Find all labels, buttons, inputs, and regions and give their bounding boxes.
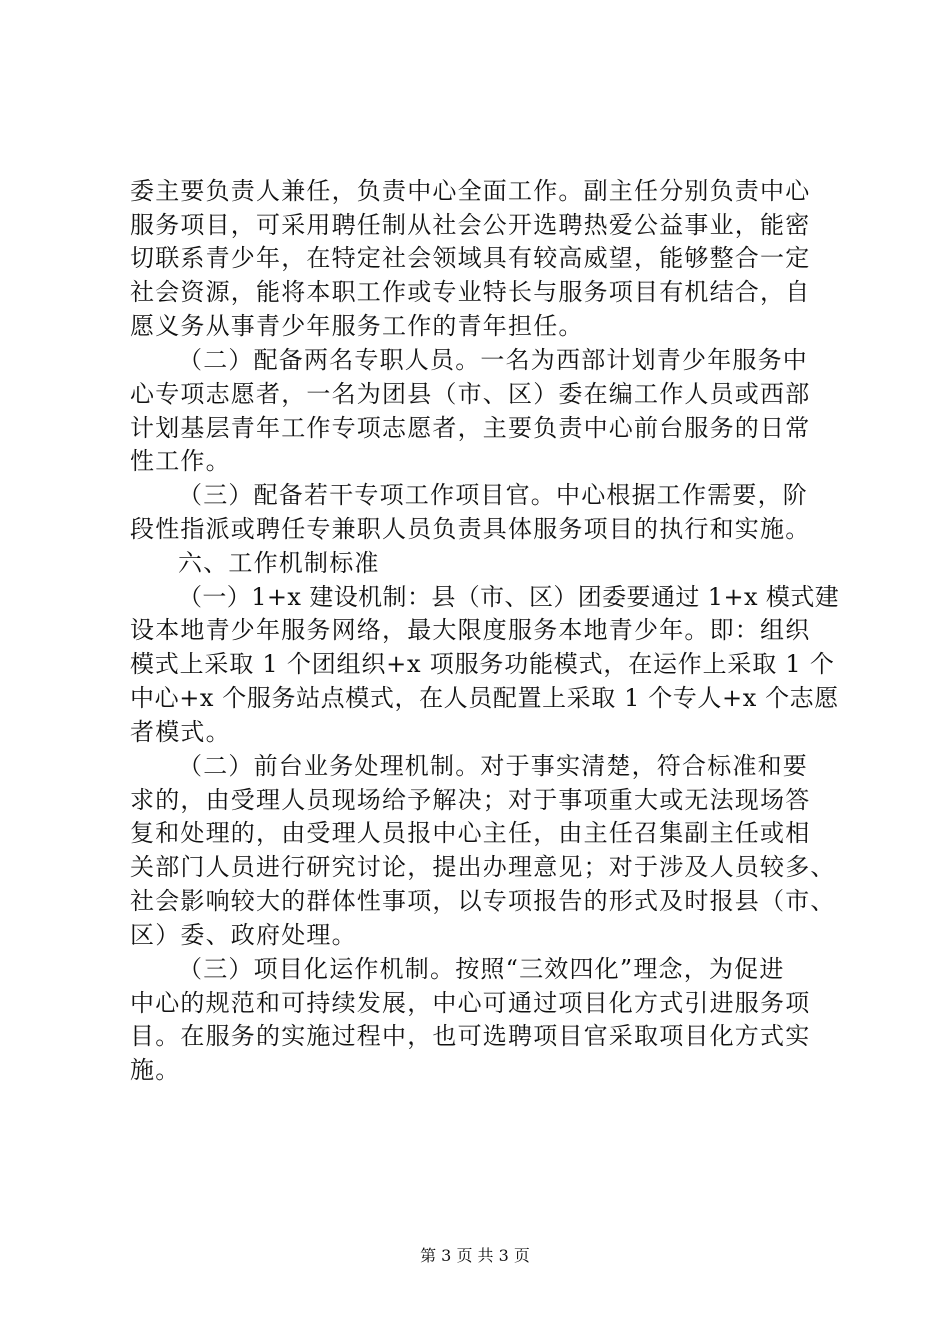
- paragraph-start-line: （二）前台业务处理机制。对于事实清楚，符合标准和要: [178, 752, 808, 780]
- body-line: 段性指派或聘任专兼职人员负责具体服务项目的执行和实施。: [130, 515, 811, 543]
- body-line: 社会影响较大的群体性事项，以专项报告的形式及时报县（市、: [130, 887, 836, 915]
- body-line: 性工作。: [130, 447, 231, 475]
- body-line: 切联系青少年，在特定社会领域具有较高威望，能够整合一定: [130, 244, 811, 272]
- paragraph-start-line: （二）配备两名专职人员。一名为西部计划青少年服务中: [178, 346, 808, 374]
- paragraph-start-line: （一）1+x 建设机制：县（市、区）团委要通过 1+x 模式建: [178, 583, 840, 611]
- body-line: 愿义务从事青少年服务工作的青年担任。: [130, 312, 584, 340]
- body-line: 心专项志愿者，一名为团县（市、区）委在编工作人员或西部: [130, 380, 811, 408]
- body-line: 求的，由受理人员现场给予解决；对于事项重大或无法现场答: [130, 786, 811, 814]
- body-line: 中心的规范和可持续发展，中心可通过项目化方式引进服务项: [130, 989, 811, 1017]
- body-line: 区）委、政府处理。: [130, 921, 357, 949]
- body-line: 关部门人员进行研究讨论，提出办理意见；对于涉及人员较多、: [130, 853, 836, 881]
- section-heading: 六、工作机制标准: [178, 549, 380, 577]
- body-line: 设本地青少年服务网络，最大限度服务本地青少年。即：组织: [130, 616, 811, 644]
- body-line: 施。: [130, 1056, 181, 1084]
- page-footer: 第 3 页 共 3 页: [420, 1246, 530, 1265]
- body-line: 中心+x 个服务站点模式，在人员配置上采取 1 个专人+x 个志愿: [130, 684, 839, 712]
- body-line: 复和处理的，由受理人员报中心主任，由主任召集副主任或相: [130, 819, 811, 847]
- body-line: 服务项目，可采用聘任制从社会公开选聘热爱公益事业，能密: [130, 211, 811, 239]
- body-line: 目。在服务的实施过程中，也可选聘项目官采取项目化方式实: [130, 1022, 811, 1050]
- body-line: 者模式。: [130, 718, 231, 746]
- body-line: 委主要负责人兼任，负责中心全面工作。副主任分别负责中心: [130, 177, 811, 205]
- body-line: 社会资源，能将本职工作或专业特长与服务项目有机结合，自: [130, 278, 811, 306]
- body-line: 模式上采取 1 个团组织+x 项服务功能模式，在运作上采取 1 个: [130, 650, 835, 678]
- paragraph-start-line: （三）配备若干专项工作项目官。中心根据工作需要，阶: [178, 481, 808, 509]
- paragraph-start-line: （三）项目化运作机制。按照“三效四化”理念，为促进: [178, 955, 785, 983]
- body-line: 计划基层青年工作专项志愿者，主要负责中心前台服务的日常: [130, 414, 811, 442]
